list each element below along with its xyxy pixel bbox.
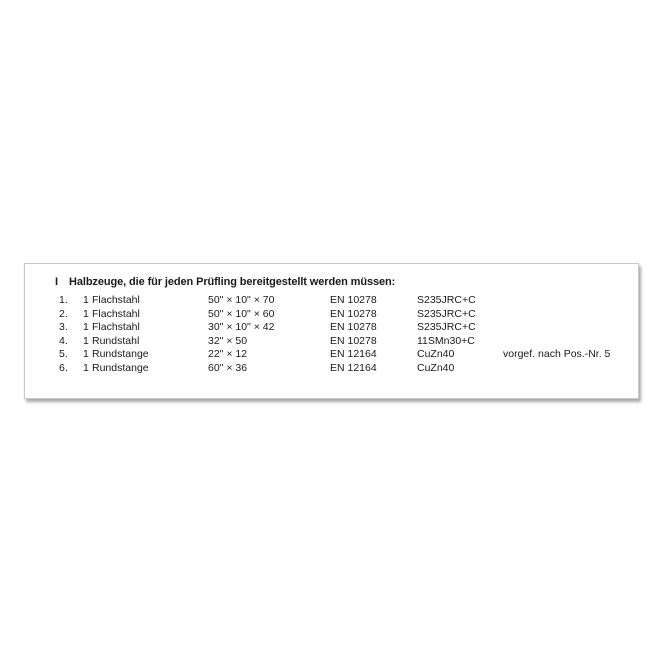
item-dimensions: 22" × 12	[208, 348, 248, 360]
list-item	[25, 308, 638, 322]
list-item	[25, 362, 638, 376]
item-standard: EN 10278	[330, 334, 377, 347]
item-dimensions: 30" × 10" × 42	[208, 321, 275, 333]
item-number: 3.	[59, 321, 68, 333]
item-name: Rundstange	[92, 348, 149, 360]
item-quantity: 1	[83, 361, 89, 374]
item-standard: EN 12164	[330, 348, 377, 360]
item-number: 4.	[59, 334, 68, 347]
item-quantity: 1	[83, 334, 89, 347]
item-standard: EN 10278	[330, 321, 377, 333]
item-name: Flachstahl	[92, 307, 140, 320]
item-standard: EN 10278	[330, 307, 377, 320]
item-material: S235JRC+C	[417, 294, 476, 306]
item-quantity: 1	[83, 294, 89, 306]
item-name: Flachstahl	[92, 294, 140, 306]
item-material: S235JRC+C	[417, 321, 476, 333]
materials-panel	[24, 263, 639, 399]
item-quantity: 1	[83, 307, 89, 320]
item-number: 1.	[59, 294, 68, 306]
item-quantity: 1	[83, 348, 89, 360]
item-dimensions: 50" × 10" × 70	[208, 294, 275, 306]
item-standard: EN 10278	[330, 294, 377, 306]
section-heading	[55, 276, 395, 288]
item-number: 6.	[59, 361, 68, 374]
section-title: Halbzeuge, die für jeden Prüfling bereitgestellt werden müssen:	[69, 276, 396, 288]
list-item	[25, 321, 638, 335]
list-item	[25, 335, 638, 349]
item-quantity: 1	[83, 321, 89, 333]
item-name: Flachstahl	[92, 321, 140, 333]
item-name: Rundstange	[92, 361, 149, 374]
item-note: vorgef. nach Pos.-Nr. 5	[503, 348, 611, 360]
item-number: 2.	[59, 307, 68, 320]
list-item	[25, 348, 638, 362]
section-number: I	[55, 276, 58, 288]
item-dimensions: 50" × 10" × 60	[208, 307, 275, 320]
item-material: 11SMn30+C	[417, 334, 475, 347]
item-material: CuZn40	[417, 361, 455, 374]
item-material: CuZn40	[417, 348, 455, 360]
item-material: S235JRC+C	[417, 307, 476, 320]
materials-list	[25, 294, 638, 375]
item-dimensions: 60" × 36	[208, 361, 248, 374]
item-number: 5.	[59, 348, 68, 360]
item-standard: EN 12164	[330, 361, 377, 374]
item-name: Rundstahl	[92, 334, 140, 347]
item-dimensions: 32" × 50	[208, 334, 248, 347]
list-item	[25, 294, 638, 308]
